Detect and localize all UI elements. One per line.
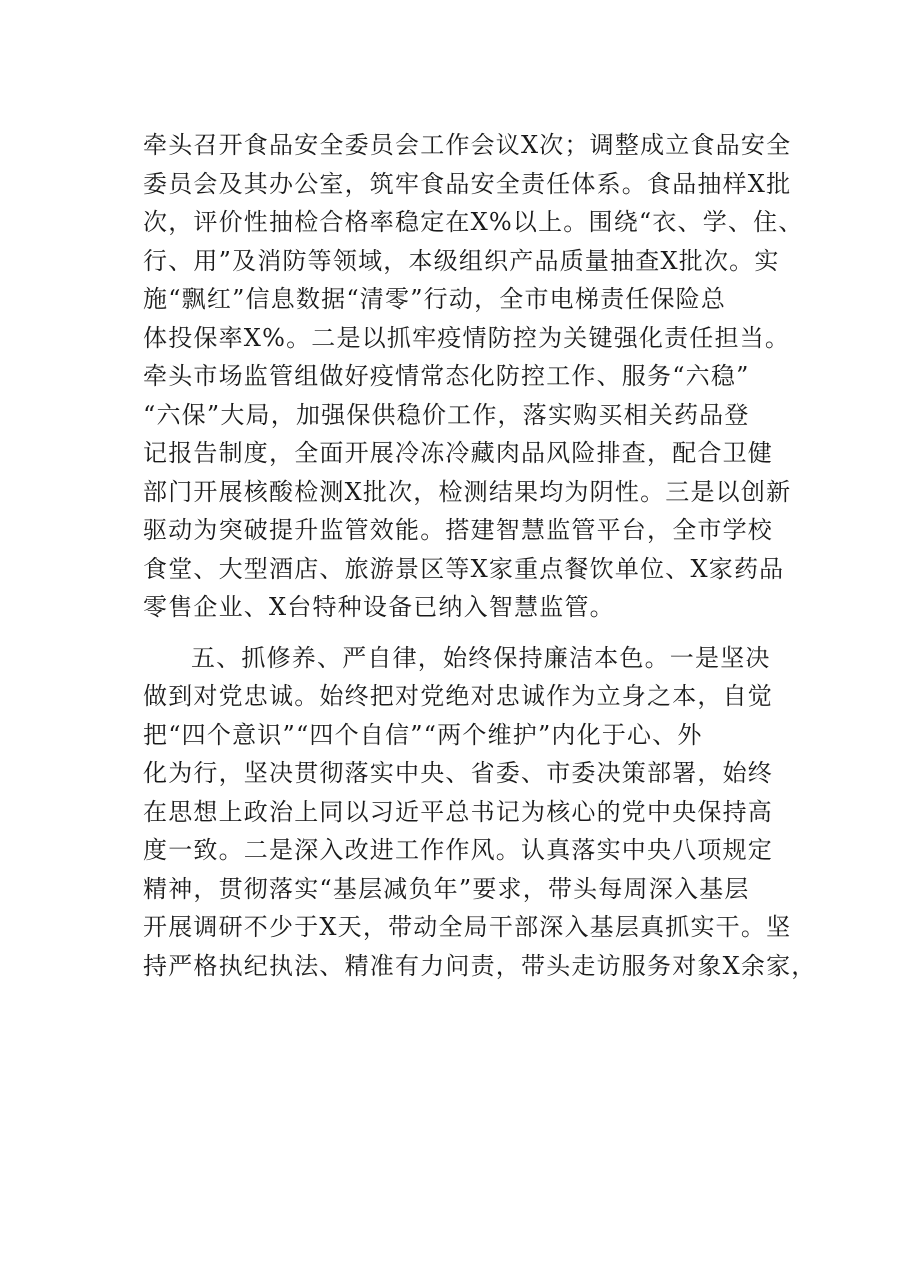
paragraph-2-line-2: 做到对党忠诚。始终把对党绝对忠诚作为立身之本，自觉 bbox=[143, 682, 773, 710]
paragraph-1-line-12: 食堂、大型酒店、旅游景区等X家重点餐饮单位、X家药品 bbox=[143, 554, 785, 583]
paragraph-2-line-8: 开展调研不少于X天，带动全局干部深入基层真抓实干。坚 bbox=[143, 913, 792, 941]
document-body bbox=[143, 126, 817, 985]
paragraph-1-line-10: 部门开展核酸检测X批次，检测结果均为阴性。三是以创新 bbox=[143, 477, 792, 506]
paragraph-2-line-4: 化为行，坚决贯彻落实中央、省委、市委决策部署，始终 bbox=[143, 759, 773, 787]
paragraph-1-line-1: 牵头召开食品安全委员会工作会议X次；调整成立食品安全 bbox=[143, 131, 792, 159]
paragraph-spacer bbox=[143, 627, 783, 639]
paragraph-1-line-4: 行、用”及消防等领域，本级组织产品质量抽查X批次。实 bbox=[143, 246, 780, 275]
paragraph-2-line-7: 精神，贯彻落实“基层减负年”要求，带头每周深入基层 bbox=[143, 874, 750, 903]
paragraph-2 bbox=[143, 639, 817, 986]
paragraph-1-line-9: 记报告制度，全面开展冷冻冷藏肉品风险排查，配合卫健 bbox=[143, 439, 773, 467]
paragraph-1-line-7: 牵头市场监管组做好疫情常态化防控工作、服务“六稳” bbox=[143, 362, 750, 390]
paragraph-2-line-9: 持严格执纪执法、精准有力问责，带头走访服务对象X余家， bbox=[143, 951, 817, 980]
paragraph-2-line-5: 在思想上政治上同以习近平总书记为核心的党中央保持高 bbox=[143, 797, 773, 826]
paragraph-1-line-5: 施“飘红”信息数据“清零”行动，全市电梯责任保险总 bbox=[143, 285, 727, 313]
paragraph-1-line-11: 驱动为突破提升监管效能。搭建智慧监管平台，全市学校 bbox=[143, 516, 773, 544]
paragraph-1-line-2: 委员会及其办公室，筑牢食品安全责任体系。食品抽样X批 bbox=[143, 169, 792, 198]
paragraph-2-line-3: 把“四个意识”“四个自信”“两个维护”内化于心、外 bbox=[143, 720, 703, 749]
paragraph-1-line-3: 次，评价性抽检合格率稳定在X%以上。围绕“衣、学、住、 bbox=[143, 208, 804, 236]
paragraph-1-line-8: “六保”大局，加强保供稳价工作，落实购买相关药品登 bbox=[143, 400, 750, 429]
paragraph-2-line-6: 度一致。二是深入改进工作作风。认真落实中央八项规定 bbox=[143, 836, 773, 864]
paragraph-1-line-13: 零售企业、X台特种设备已纳入智慧监管。 bbox=[143, 593, 615, 621]
paragraph-1-line-6: 体投保率X%。二是以抓牢疫情防控为关键强化责任担当。 bbox=[143, 323, 791, 352]
paragraph-1 bbox=[143, 126, 804, 627]
paragraph-2-line-1: 五、抓修养、严自律，始终保持廉洁本色。一是坚决 bbox=[191, 643, 771, 672]
